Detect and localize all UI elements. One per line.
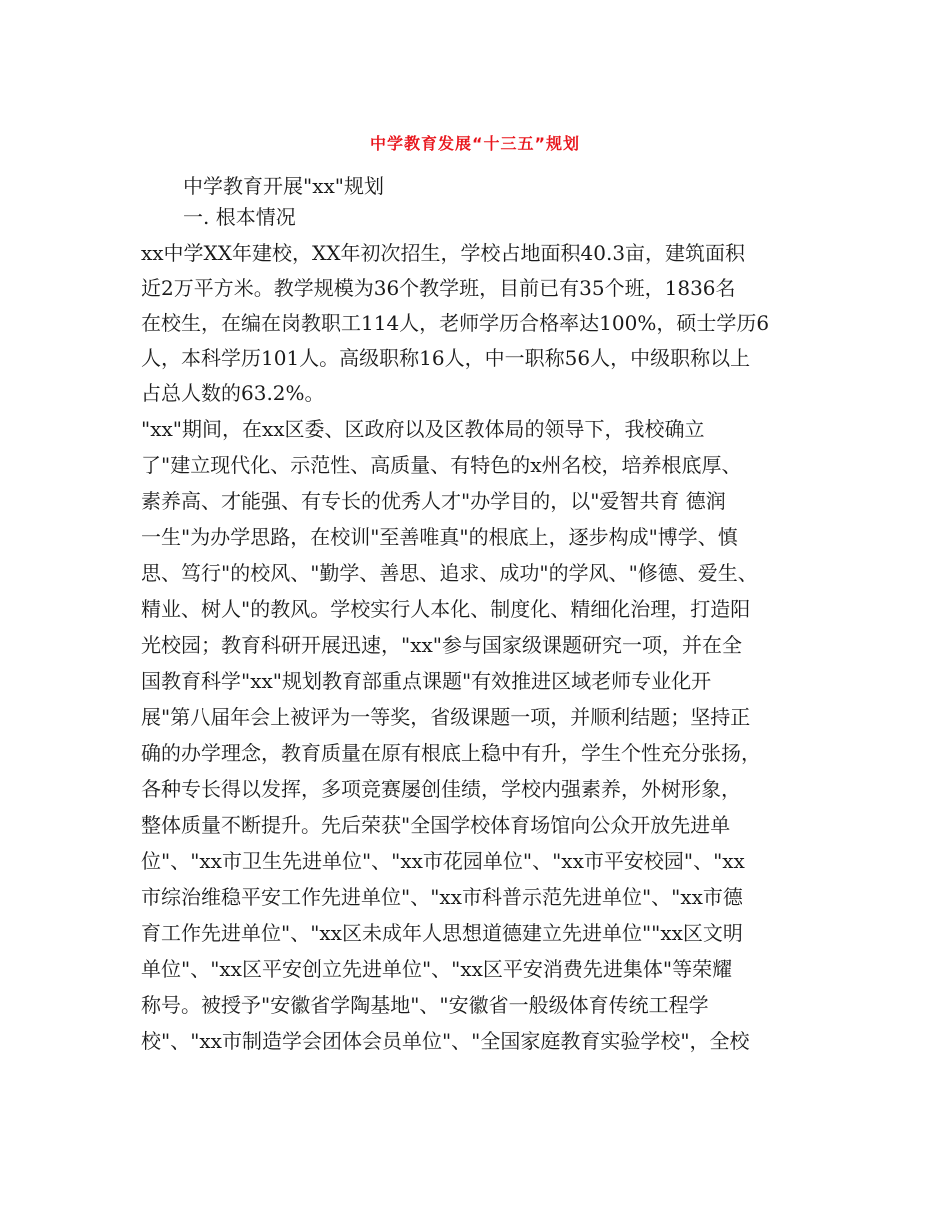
body-line: 一生"为办学思路，在校训"至善唯真"的根底上，逐步构成"博学、慎 xyxy=(141,525,738,549)
body-line: 位"、"xx市卫生先进单位"、"xx市花园单位"、"xx市平安校园"、"xx xyxy=(141,849,745,873)
body-line: "xx"期间，在xx区委、区政府以及区教体局的领导下，我校确立 xyxy=(141,417,705,441)
body-line: 称号。被授予"安徽省学陶基地"、"安徽省一般级体育传统工程学 xyxy=(141,993,709,1017)
section-heading: 一. 根本情况 xyxy=(183,205,296,229)
body-line: 各种专长得以发挥，多项竞赛屡创佳绩，学校内强素养，外树形象， xyxy=(141,777,741,801)
body-line: 素养高、才能强、有专长的优秀人才"办学目的，以"爱智共育 德润 xyxy=(141,489,726,513)
body-line: 确的办学理念，教育质量在原有根底上稳中有升，学生个性充分张扬， xyxy=(141,741,761,765)
body-line: 精业、树人"的教风。学校实行人本化、制度化、精细化治理，打造阳 xyxy=(141,597,751,621)
body-line: 整体质量不断提升。先后荣获"全国学校体育场馆向公众开放先进单 xyxy=(141,813,731,837)
body-line: 校"、"xx市制造学会团体会员单位"、"全国家庭教育实验学校"，全校 xyxy=(141,1029,750,1053)
body-line: 思、笃行"的校风、"勤学、善思、追求、成功"的学风、"修德、爱生、 xyxy=(141,561,758,585)
body-line: 了"建立现代化、示范性、高质量、有特色的x州名校，培养根底厚、 xyxy=(141,453,742,477)
body-line: 育工作先进单位"、"xx区未成年人思想道德建立先进单位""xx区文明 xyxy=(141,921,743,945)
body-line: 单位"、"xx区平安创立先进单位"、"xx区平安消费先进集体"等荣耀 xyxy=(141,957,733,981)
body-line: 占总人数的63.2%。 xyxy=(141,381,325,405)
body-line: xx中学XX年建校，XX年初次招生，学校占地面积40.3亩，建筑面积 xyxy=(141,241,746,265)
document-title: 中学教育发展“十三五”规划 xyxy=(369,134,581,153)
body-line: 光校园；教育科研开展迅速，"xx"参与国家级课题研究一项，并在全 xyxy=(141,633,742,657)
body-line: 国教育科学"xx"规划教育部重点课题"有效推进区域老师专业化开 xyxy=(141,669,712,693)
body-line: 在校生，在编在岗教职工114人，老师学历合格率达100%，硕士学历6 xyxy=(141,311,770,335)
body-line: 市综治维稳平安工作先进单位"、"xx市科普示范先进单位"、"xx市德 xyxy=(141,885,743,909)
body-line: 人，本科学历101人。高级职称16人，中一职称56人，中级职称以上 xyxy=(141,346,751,370)
body-line: 展"第八届年会上被评为一等奖，省级课题一项，并顺利结题；坚持正 xyxy=(141,705,751,729)
body-line: 近2万平方米。教学规模为36个教学班，目前已有35个班，1836名 xyxy=(141,276,736,300)
document-subtitle: 中学教育开展"xx"规划 xyxy=(183,174,384,198)
